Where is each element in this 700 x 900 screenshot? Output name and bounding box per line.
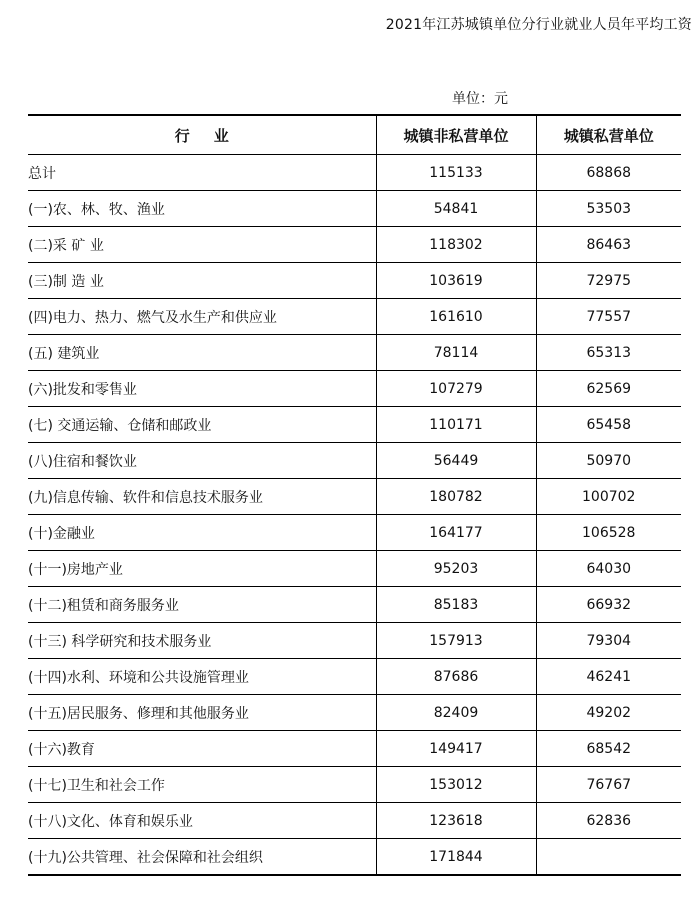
table-row [28, 731, 681, 767]
private-wage-cell: 66932 [536, 587, 681, 623]
table-row [28, 299, 681, 335]
non-private-wage-cell: 82409 [376, 695, 536, 731]
industry-cell: 总计 [28, 155, 376, 191]
private-wage-cell: 62569 [536, 371, 681, 407]
table-row [28, 839, 681, 876]
private-wage-cell: 68542 [536, 731, 681, 767]
private-wage-cell: 46241 [536, 659, 681, 695]
table-row [28, 515, 681, 551]
industry-cell: (十三) 科学研究和技术服务业 [28, 623, 376, 659]
table-row [28, 803, 681, 839]
industry-cell: (十)金融业 [28, 515, 376, 551]
non-private-wage-cell: 87686 [376, 659, 536, 695]
table-row [28, 623, 681, 659]
industry-cell: (十一)房地产业 [28, 551, 376, 587]
private-wage-cell: 65313 [536, 335, 681, 371]
header-industry: 行业 [28, 115, 376, 155]
non-private-wage-cell: 149417 [376, 731, 536, 767]
private-wage-cell: 72975 [536, 263, 681, 299]
table-row [28, 443, 681, 479]
private-wage-cell: 65458 [536, 407, 681, 443]
private-wage-cell: 100702 [536, 479, 681, 515]
private-wage-cell: 77557 [536, 299, 681, 335]
private-wage-cell: 79304 [536, 623, 681, 659]
document-title: 2021年江苏城镇单位分行业就业人员年平均工资 [385, 17, 692, 33]
non-private-wage-cell: 107279 [376, 371, 536, 407]
non-private-wage-cell: 85183 [376, 587, 536, 623]
non-private-wage-cell: 153012 [376, 767, 536, 803]
private-wage-cell [536, 839, 681, 876]
non-private-wage-cell: 157913 [376, 623, 536, 659]
industry-cell: (九)信息传输、软件和信息技术服务业 [28, 479, 376, 515]
non-private-wage-cell: 115133 [376, 155, 536, 191]
wage-table [28, 114, 681, 876]
table-header-row [28, 115, 681, 155]
table-body [28, 155, 681, 876]
non-private-wage-cell: 110171 [376, 407, 536, 443]
private-wage-cell: 53503 [536, 191, 681, 227]
non-private-wage-cell: 123618 [376, 803, 536, 839]
private-wage-cell: 106528 [536, 515, 681, 551]
industry-cell: (十五)居民服务、修理和其他服务业 [28, 695, 376, 731]
header-non-private: 城镇非私营单位 [376, 115, 536, 155]
non-private-wage-cell: 180782 [376, 479, 536, 515]
table-row [28, 551, 681, 587]
private-wage-cell: 64030 [536, 551, 681, 587]
table-row [28, 479, 681, 515]
table-row [28, 191, 681, 227]
table-row [28, 371, 681, 407]
industry-cell: (一)农、林、牧、渔业 [28, 191, 376, 227]
industry-cell: (十七)卫生和社会工作 [28, 767, 376, 803]
table-row [28, 587, 681, 623]
unit-label: 单位：元 [452, 91, 508, 107]
industry-cell: (七) 交通运输、仓储和邮政业 [28, 407, 376, 443]
table-row [28, 767, 681, 803]
industry-cell: (十九)公共管理、社会保障和社会组织 [28, 839, 376, 876]
private-wage-cell: 76767 [536, 767, 681, 803]
industry-cell: (六)批发和零售业 [28, 371, 376, 407]
non-private-wage-cell: 95203 [376, 551, 536, 587]
non-private-wage-cell: 164177 [376, 515, 536, 551]
industry-cell: (五) 建筑业 [28, 335, 376, 371]
non-private-wage-cell: 56449 [376, 443, 536, 479]
table-row [28, 407, 681, 443]
non-private-wage-cell: 118302 [376, 227, 536, 263]
table-row [28, 659, 681, 695]
private-wage-cell: 50970 [536, 443, 681, 479]
non-private-wage-cell: 103619 [376, 263, 536, 299]
non-private-wage-cell: 78114 [376, 335, 536, 371]
industry-cell: (十四)水利、环境和公共设施管理业 [28, 659, 376, 695]
industry-cell: (二)采 矿 业 [28, 227, 376, 263]
table-row [28, 263, 681, 299]
non-private-wage-cell: 161610 [376, 299, 536, 335]
table-row [28, 155, 681, 191]
industry-cell: (三)制 造 业 [28, 263, 376, 299]
industry-cell: (十二)租赁和商务服务业 [28, 587, 376, 623]
non-private-wage-cell: 171844 [376, 839, 536, 876]
industry-cell: (十八)文化、体育和娱乐业 [28, 803, 376, 839]
table-row [28, 695, 681, 731]
industry-cell: (八)住宿和餐饮业 [28, 443, 376, 479]
private-wage-cell: 86463 [536, 227, 681, 263]
table-row [28, 335, 681, 371]
non-private-wage-cell: 54841 [376, 191, 536, 227]
private-wage-cell: 62836 [536, 803, 681, 839]
industry-cell: (十六)教育 [28, 731, 376, 767]
header-private: 城镇私营单位 [536, 115, 681, 155]
private-wage-cell: 49202 [536, 695, 681, 731]
private-wage-cell: 68868 [536, 155, 681, 191]
industry-cell: (四)电力、热力、燃气及水生产和供应业 [28, 299, 376, 335]
table-row [28, 227, 681, 263]
